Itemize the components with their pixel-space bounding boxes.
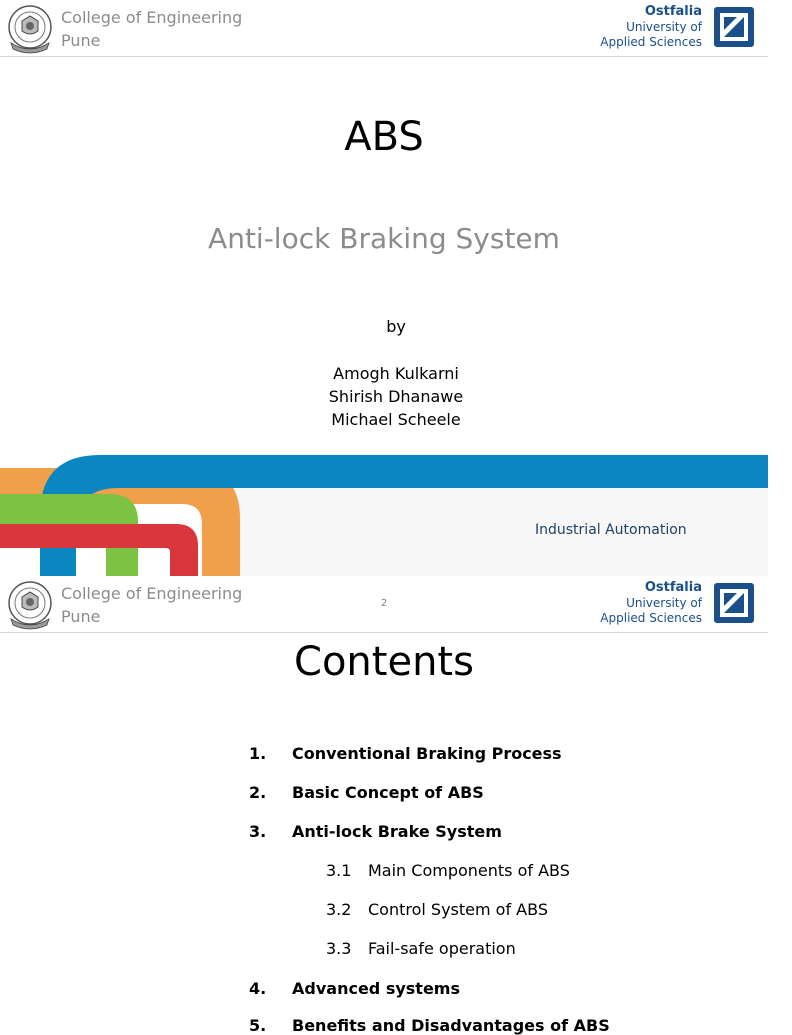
college-name-line2: Pune (61, 31, 101, 50)
slide-header (0, 0, 768, 56)
ostfalia-name (600, 4, 702, 50)
author-name: Michael Scheele (331, 410, 461, 429)
college-name-line1: College of Engineering (61, 8, 243, 27)
header-divider (0, 56, 768, 57)
item-label: Conventional Braking Process (292, 744, 562, 763)
ostfalia-line2: University of (626, 596, 702, 610)
item-label: Control System of ABS (368, 900, 548, 919)
item-number: 3.1 (326, 861, 352, 880)
by-label: by (386, 317, 406, 336)
college-name (61, 6, 242, 52)
contents-slide (0, 576, 768, 1035)
slide-title: ABS (344, 114, 424, 160)
author-name: Amogh Kulkarni (333, 364, 459, 383)
ostfalia-name (600, 580, 702, 626)
page-number: 2 (380, 598, 388, 609)
ostfalia-line2: University of (626, 20, 702, 34)
authors-list (0, 362, 792, 431)
item-number: 3.2 (326, 900, 352, 919)
ostfalia-line3: Applied Sciences (600, 35, 702, 49)
item-number: 5. (249, 1016, 267, 1035)
slide-subtitle: Anti-lock Braking System (208, 222, 560, 255)
header-divider (0, 632, 768, 633)
slide-title: Contents (294, 639, 474, 685)
ostfalia-logo-icon (713, 582, 755, 624)
item-number: 1. (249, 744, 267, 763)
slide-header (0, 576, 768, 632)
footer-course-label: Industrial Automation (535, 522, 687, 538)
coep-emblem-icon (5, 3, 55, 55)
item-label: Fail-safe operation (368, 939, 516, 958)
author-name: Shirish Dhanawe (328, 387, 464, 406)
item-number: 4. (249, 979, 267, 998)
item-number: 2. (249, 783, 267, 802)
decorative-bands (0, 440, 768, 576)
item-label: Basic Concept of ABS (292, 783, 484, 802)
college-name-line1: College of Engineering (61, 584, 243, 603)
item-label: Main Components of ABS (368, 861, 570, 880)
item-label: Advanced systems (292, 979, 460, 998)
ostfalia-logo-icon (713, 6, 755, 48)
ostfalia-title: Ostfalia (644, 4, 702, 19)
college-name-line2: Pune (61, 607, 101, 626)
ostfalia-title: Ostfalia (644, 580, 702, 595)
item-label: Benefits and Disadvantages of ABS (292, 1016, 610, 1035)
item-number: 3.3 (326, 939, 352, 958)
item-number: 3. (249, 822, 267, 841)
item-label: Anti-lock Brake System (292, 822, 502, 841)
ostfalia-line3: Applied Sciences (600, 611, 702, 625)
